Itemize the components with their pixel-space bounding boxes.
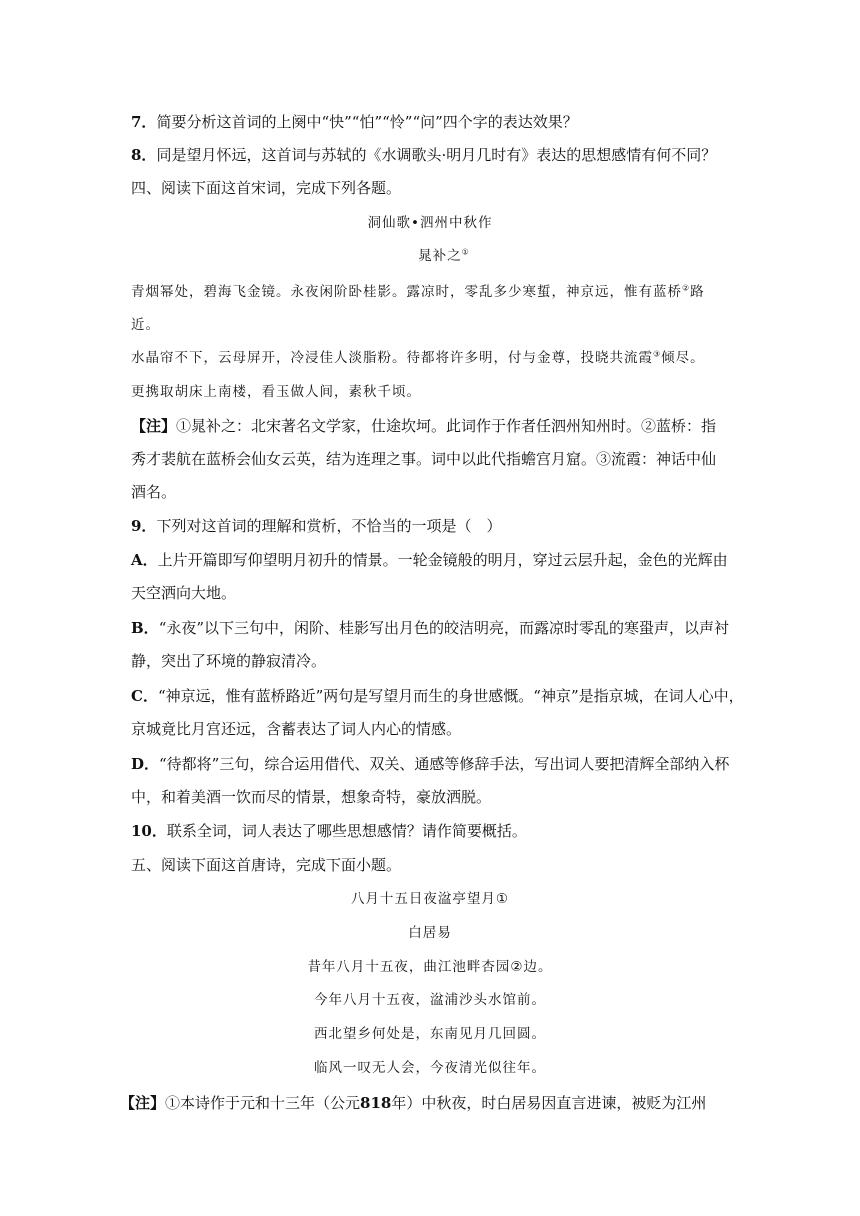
- option-d-line-2: 中，和着美酒一饮而尽的情景，想象奇特，豪放洒脱。: [131, 788, 492, 806]
- note-label: 【注】: [131, 417, 177, 435]
- option-b-line-1: [131, 618, 731, 638]
- option-text: “待都将”三句，综合运用借代、双关、通感等修辞手法，写出词人要把清辉全部纳入杯: [159, 755, 730, 773]
- poem-2-title: 八月十五日夜湓亭望月①: [350, 891, 510, 907]
- poem-1-author: [0, 246, 860, 266]
- poem-2-line-4: 临风一叹无人会，今夜清光似往年。: [314, 1060, 546, 1076]
- option-label: D．: [131, 755, 160, 773]
- section-5-heading: 五、阅读下面这首唐诗，完成下面小题。: [131, 856, 402, 874]
- option-a-line-1: [131, 550, 731, 570]
- section-4-heading: 四、阅读下面这首宋词，完成下列各题。: [131, 179, 402, 197]
- poem-1-title: 洞仙歌•泗州中秋作: [367, 215, 493, 231]
- footnote-mark: ③: [653, 349, 662, 359]
- option-label: C．: [131, 687, 158, 705]
- option-c-line-1: [131, 686, 744, 706]
- option-text: “永夜”以下三句中，闲阶、桂影写出月色的皎洁明亮，而露凉时零乱的寒蛩声，以声衬: [158, 619, 730, 637]
- question-10: [131, 821, 731, 841]
- note-text: 年）中秋夜，时白居易因直言进谏，被贬为江州: [391, 1094, 707, 1112]
- poem-2-author: 白居易: [408, 925, 452, 941]
- question-9: [131, 516, 731, 536]
- note-2-line-1: [120, 1093, 720, 1113]
- question-number: 9．: [131, 517, 157, 535]
- option-label: B．: [131, 619, 159, 637]
- poem-2-line-2: 今年八月十五夜，湓浦沙头水馆前。: [314, 992, 546, 1008]
- poem-2-line-1: 昔年八月十五夜，曲江池畔杏园②边。: [307, 959, 553, 975]
- note-1-line-3: 酒名。: [131, 483, 177, 501]
- option-label: A．: [131, 551, 158, 569]
- poem-1-line-3: [131, 348, 731, 368]
- question-number: 10．: [131, 822, 167, 840]
- question-text: 下列对这首词的理解和赏析，不恰当的一项是（ ）: [156, 517, 502, 535]
- option-d-line-1: [131, 754, 731, 774]
- poem-text: 青烟幂处，碧海飞金镜。永夜闲阶卧桂影。露凉时，零乱多少寒蜇，神京远，惟有蓝桥: [131, 284, 682, 300]
- footnote-mark: ①: [461, 247, 470, 257]
- option-c-line-2: 京城竟比月宫还远，含蓄表达了词人内心的情感。: [131, 720, 462, 738]
- option-a-line-2: 天空洒向大地。: [131, 584, 237, 602]
- author-name: 晁补之: [418, 248, 462, 264]
- option-text: 上片开篇即写仰望明月初升的情景。一轮金镜般的明月，穿过云层升起，金色的光辉由: [157, 551, 728, 569]
- note-text: ①晁补之：北宋著名文学家，仕途坎坷。此词作于作者任泗州知州时。②蓝桥：指: [176, 417, 717, 435]
- poem-1-line-4: 更携取胡床上南楼，看玉做人间，素秋千顷。: [131, 384, 421, 400]
- note-1-line-1: [131, 416, 731, 436]
- poem-text: 倾尽。: [661, 350, 705, 366]
- question-8: [131, 145, 731, 165]
- poem-text: 路: [690, 284, 705, 300]
- question-7: [131, 112, 731, 132]
- note-label: 【注】: [120, 1094, 166, 1112]
- note-year: 818: [360, 1094, 392, 1112]
- poem-1-line-1: [131, 282, 731, 302]
- poem-2-line-3: 西北望乡何处是，东南见月几回圆。: [314, 1026, 546, 1042]
- poem-1-line-2: 近。: [131, 317, 160, 333]
- question-text: 联系全词，词人表达了哪些思想感情？请作简要概括。: [166, 822, 527, 840]
- note-text: ①本诗作于元和十三年（公元: [165, 1094, 361, 1112]
- option-b-line-2: 静，突出了环境的静寂清冷。: [131, 652, 327, 670]
- note-1-line-2: 秀才裴航在蓝桥会仙女云英，结为连理之事。词中以此代指蟾宫月窟。③流霞：神话中仙: [131, 450, 717, 468]
- question-text: 同是望月怀远，这首词与苏轼的《水调歌头·明月几时有》表达的思想感情有何不同？: [156, 146, 717, 164]
- question-number: 7．: [131, 113, 157, 131]
- question-text: 简要分析这首词的上阕中“快”“怕”“怜”“问”四个字的表达效果？: [156, 113, 578, 131]
- footnote-mark: ②: [682, 283, 691, 293]
- option-text: “神京远，惟有蓝桥路近”两句是写望月而生的身世感慨。“神京”是指京城，在词人心中，: [157, 687, 744, 705]
- poem-text: 水晶帘不下，云母屏开，冷浸佳人淡脂粉。待都将许多明，付与金尊，投晓共流霞: [131, 350, 653, 366]
- question-number: 8．: [131, 146, 157, 164]
